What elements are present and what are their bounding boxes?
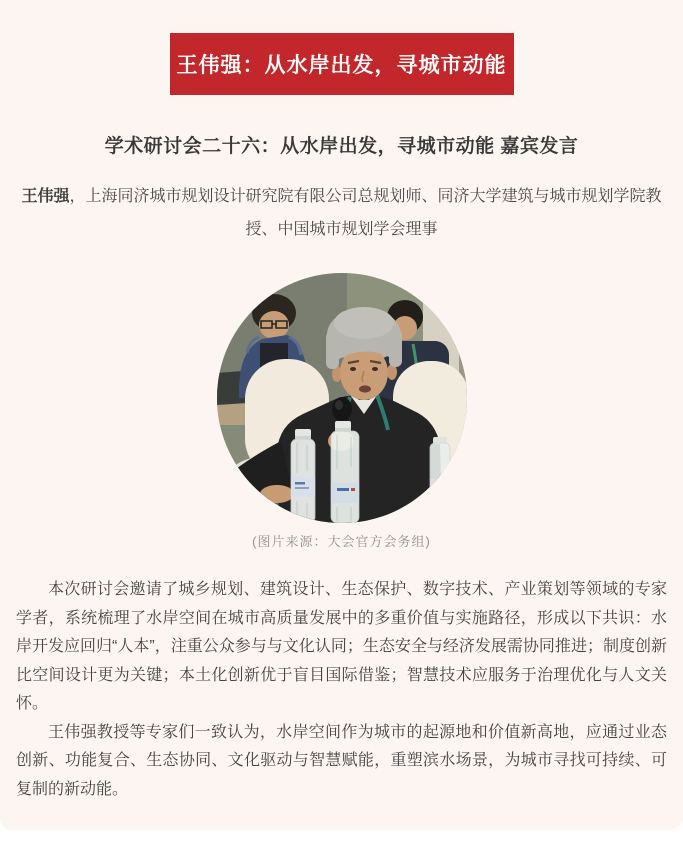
speaker-intro-rest: ，上海同济城市规划设计研究院有限公司总规划师、同济大学建筑与城市规划学院教授、中国城市规划学会理事 [69, 188, 662, 238]
title-banner [170, 33, 514, 95]
speaker-photo [217, 273, 467, 523]
photo-caption: (图片来源：大会官方会务组) [252, 534, 431, 549]
article-paragraph-2: 王伟强教授等专家们一致认为，水岸空间作为城市的起源地和价值新高地，应通过业态创新、功能复合、生态协同、文化驱动与智慧赋能，重塑滨水场景，为城市寻找可持续、可复制的新动能。 [16, 723, 667, 798]
banner-title: 王伟强：从水岸出发，寻城市动能 [176, 54, 507, 77]
article-paragraph-1: 本次研讨会邀请了城乡规划、建筑设计、生态保护、数字技术、产业策划等领域的专家学者，系统梳理了水岸空间在城市高质量发展中的多重价值与实施路径，形成以下共识：水岸开发应回归“人本”，注重公众参与与文化认同；生态安全与经济发展需协同推进；制度创新比空间设计更为关键；本土化创新优于盲目国际借鉴；智慧技术应服务于治理优化与人文关怀。 [16, 581, 667, 712]
speaker-photo-illustration [217, 273, 467, 523]
article-subtitle: 学术研讨会二十六：从水岸出发，寻城市动能 嘉宾发言 [104, 136, 579, 157]
speaker-name: 王伟强 [21, 188, 70, 205]
article-body [0, 576, 683, 804]
speaker-intro [0, 180, 683, 246]
